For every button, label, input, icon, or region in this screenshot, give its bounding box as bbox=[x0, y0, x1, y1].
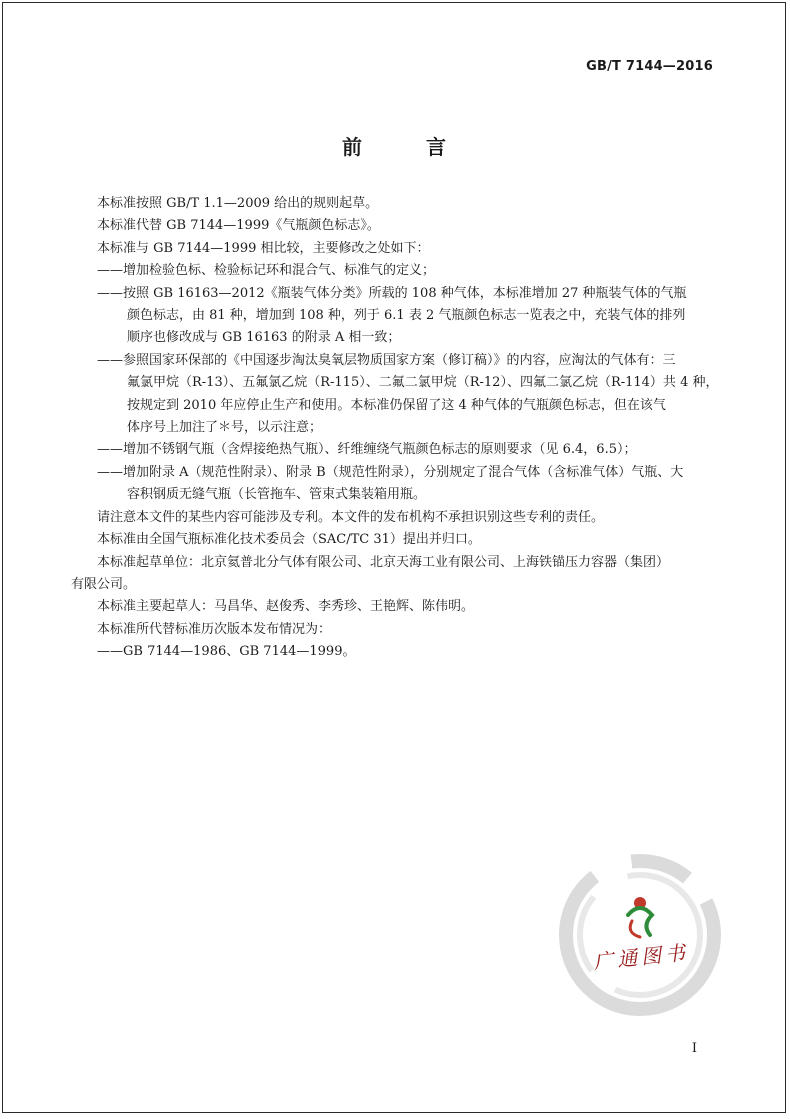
list-item-continuation: 容积钢质无缝气瓶（长管拖车、管束式集装箱用瓶。 bbox=[127, 487, 427, 503]
list-item: ——增加不锈钢气瓶（含焊接绝热气瓶）、纤维缠绕气瓶颜色标志的原则要求（见 6.4，6.5）； bbox=[97, 442, 637, 458]
list-item: ——增加检验色标、检验标记环和混合气、标准气的定义； bbox=[97, 263, 436, 279]
paragraph: 本标准所代替标准历次版本发布情况为： bbox=[97, 621, 332, 637]
paragraph: 本标准起草单位：北京氦普北分气体有限公司、北京天海工业有限公司、上海铁锚压力容器（集团） bbox=[97, 554, 670, 570]
list-item-continuation: 体序号上加注了＊号，以示注意； bbox=[127, 420, 323, 436]
standard-code: GB/T 7144—2016 bbox=[586, 59, 713, 74]
guangtong-logo-icon bbox=[548, 843, 733, 1023]
page-number: I bbox=[691, 1041, 697, 1056]
paragraph: 本标准按照 GB/T 1.1—2009 给出的规则起草。 bbox=[97, 196, 379, 211]
list-item-continuation: 按规定到 2010 年应停止生产和使用。本标准仍保留了这 4 种气体的气瓶颜色标志，但在该气 bbox=[127, 397, 666, 413]
list-item-continuation: 氟氯甲烷（R-13）、五氟氯乙烷（R-115）、二氟二氯甲烷（R-12）、四氟二氯乙烷（R-114）共 4 种， bbox=[127, 375, 719, 391]
page-title: 前 言 bbox=[342, 135, 468, 159]
document-page bbox=[2, 2, 786, 1113]
paragraph: 本标准与 GB 7144—1999 相比较，主要修改之处如下： bbox=[97, 240, 430, 256]
paragraph: 请注意本文件的某些内容可能涉及专利。本文件的发布机构不承担识别这些专利的责任。 bbox=[97, 509, 605, 525]
list-item: ——增加附录 A（规范性附录）、附录 B（规范性附录），分别规定了混合气体（含标准气体）气瓶、大 bbox=[97, 464, 684, 480]
paragraph: 本标准由全国气瓶标准化技术委员会（SAC/TC 31）提出并归口。 bbox=[97, 532, 481, 548]
list-item-continuation: 颜色标志，由 81 种，增加到 108 种，列于 6.1 表 2 气瓶颜色标志一览表之中，充装气体的排列 bbox=[127, 308, 686, 324]
paragraph-continuation: 有限公司。 bbox=[71, 576, 137, 592]
list-item: ——参照国家环保部的《中国逐步淘汰臭氧层物质国家方案（修订稿）》的内容，应淘汰的气体有：三 bbox=[97, 352, 676, 368]
paragraph: 本标准代替 GB 7144—1999《气瓶颜色标志》。 bbox=[97, 218, 380, 234]
foreword-body bbox=[71, 193, 721, 664]
list-item: ——GB 7144—1986、GB 7144—1999。 bbox=[97, 644, 356, 660]
list-item: ——按照 GB 16163—2012《瓶装气体分类》所载的 108 种气体，本标准增加 27 种瓶装气体的气瓶 bbox=[97, 285, 687, 301]
logo-text: 广通图书 bbox=[592, 940, 691, 974]
list-item-continuation: 顺序也修改成与 GB 16163 的附录 A 相一致； bbox=[127, 330, 401, 346]
paragraph: 本标准主要起草人：马昌华、赵俊秀、李秀珍、王艳辉、陈伟明。 bbox=[97, 599, 475, 615]
